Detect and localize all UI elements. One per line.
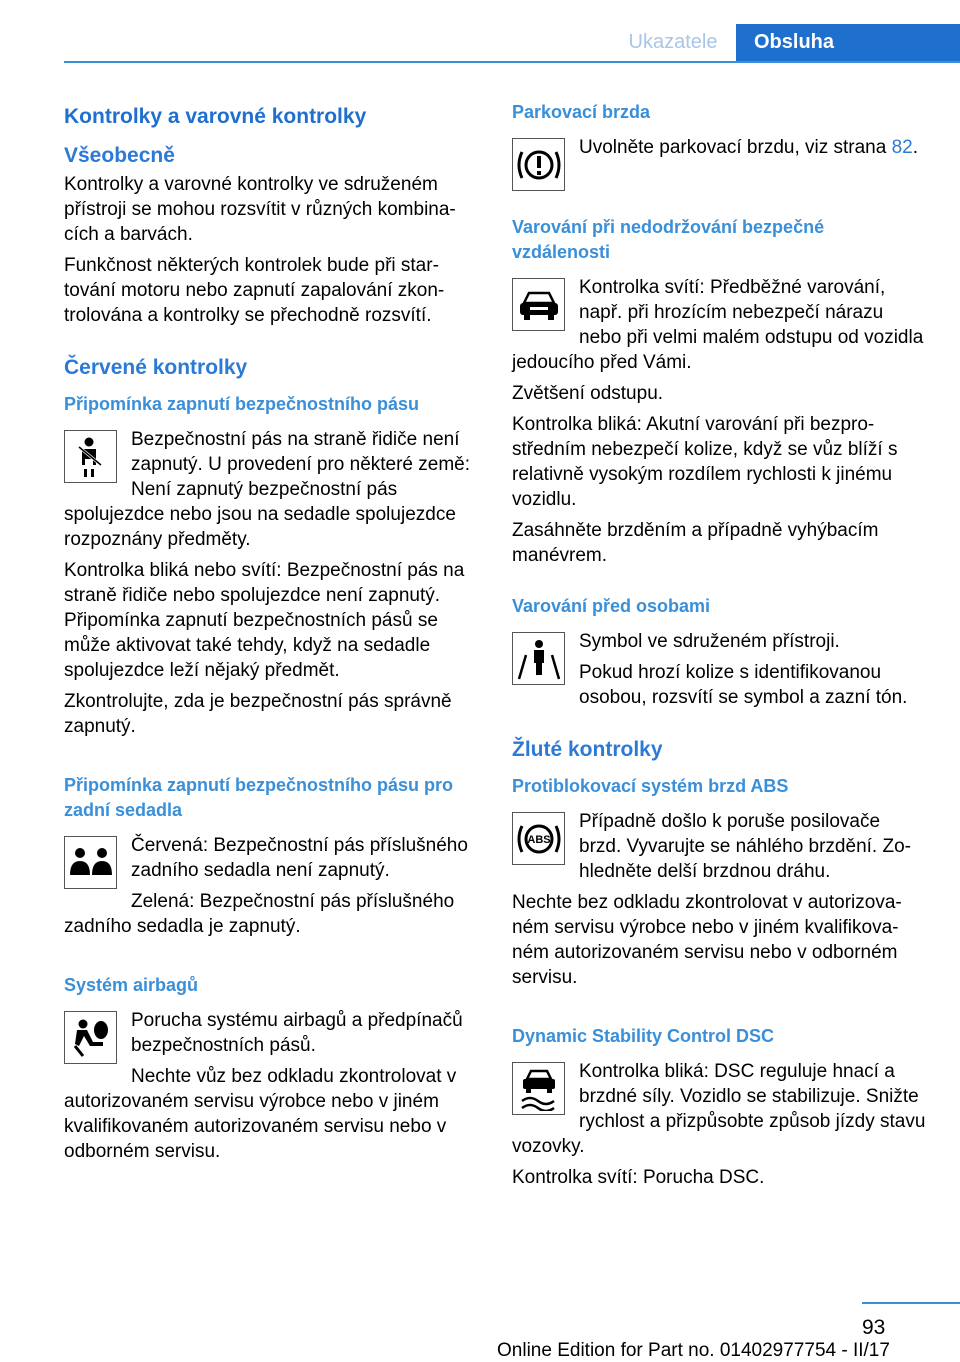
airbag-heading: Systém airbagů [64, 975, 199, 995]
section-general-heading: Všeobecně [64, 144, 175, 167]
footer-rule [862, 1302, 960, 1304]
header-rule [64, 61, 960, 63]
general-paragraph-2: Funkčnost některých kontrolek bude při startování motoru nebo zapnutí zapalování zkontrolována a kontrolky se přechodně rozsvítí. [64, 255, 445, 326]
distance-paragraph-3: Kontrolka bliká: Akutní varování při bezprostředním nebezpečí kolize, když se vůz blíží s relativně vysokým rozdílem rychlosti k jinému vozidlu. [512, 414, 898, 510]
rear-seatbelt-icon [64, 836, 117, 889]
section-yellow-heading: Žluté kontrolky [512, 738, 663, 761]
pedestrian-icon [512, 632, 565, 685]
parking-brake-icon [512, 138, 565, 191]
abs-heading: Protiblokovací systém brzd ABS [512, 776, 789, 796]
airbag-icon [64, 1011, 117, 1064]
persons-warning-heading: Varování před osobami [512, 596, 711, 616]
right-column [512, 100, 926, 1196]
distance-warning-heading: Varování při nedodržování bezpečné vzdálenosti [512, 217, 825, 262]
seatbelt-heading: Připomínka zapnutí bezpečnostního pásu [64, 394, 420, 414]
rear-seatbelt-heading: Připomínka zapnutí bezpečnostního pásu pro zadní sedadla [64, 775, 454, 820]
general-paragraph-1: Kontrolky a varovné kontrolky ve sdruženém přístroji se mohou rozsvítit v různých kombinacích a barvách. [64, 174, 456, 245]
edition-note: Online Edition for Part no. 01402977754 - II/17 [497, 1340, 890, 1361]
dsc-paragraph-2: Kontrolka svítí: Porucha DSC. [512, 1167, 765, 1188]
distance-paragraph-1: Kontrolka svítí: Předběžné varování, např. při hrozícím nebezpečí nárazu nebo při velmi malém odstupu od vozidla jedoucího před Vámi. [512, 277, 924, 373]
dsc-heading: Dynamic Stability Control DSC [512, 1026, 775, 1046]
tab-ukazatele[interactable]: Ukazatele [628, 31, 718, 53]
dsc-icon [512, 1062, 565, 1115]
tab-obsluha[interactable]: Obsluha [736, 24, 960, 61]
distance-paragraph-4: Zasáhněte brzděním a případně vyhýbacím manévrem. [512, 520, 879, 566]
airbag-paragraph-2: Nechte vůz bez odkladu zkontrolovat v autorizovaném servisu výrobce nebo v jiném kvalifikovaném autorizovaném servisu nebo v odborném servisu. [64, 1066, 457, 1162]
page-number: 93 [862, 1316, 886, 1339]
svg-text:ABS: ABS [526, 833, 551, 846]
seatbelt-paragraph-2: Kontrolka bliká nebo svítí: Bezpečnostní pás na straně řidiče nebo spolujezdce není zapnutý. Připomínka zapnutí bezpečnostních pásů se může aktivovat také tehdy, když na sedadle spolujezdce leží nějaký předmět. [64, 560, 465, 681]
seatbelt-paragraph-3: Zkontrolujte, zda je bezpečnostní pás správně zapnutý. [64, 691, 452, 737]
persons-paragraph-1: Symbol ve sdruženém přístroji. [579, 631, 840, 652]
rear-seatbelt-paragraph-1: Červená: Bezpečnostní pás příslušného zadního sedadla není zapnutý. [131, 835, 468, 881]
distance-paragraph-2: Zvětšení odstupu. [512, 383, 664, 404]
abs-paragraph-2: Nechte bez odkladu zkontrolovat v autorizovaném servisu výrobce nebo v jiném kvalifikovaném autorizovaném servisu nebo v odborném servisu. [512, 892, 902, 988]
abs-icon [512, 812, 565, 865]
left-column [64, 100, 482, 1170]
persons-paragraph-2: Pokud hrozí kolize s identifikovanou osobou, rozsvítí se symbol a zazní tón. [579, 662, 908, 708]
seatbelt-icon [64, 430, 117, 483]
page-link-82[interactable]: 82 [891, 137, 913, 158]
airbag-paragraph-1: Porucha systému airbagů a předpínačů bezpečnostních pásů. [131, 1010, 463, 1056]
distance-warning-icon [512, 278, 565, 331]
abs-paragraph-1: Případně došlo k poruše posilovače brzd. Vyvarujte se náhlého brzdění. Zohledněte delší brzdnou dráhu. [579, 811, 911, 882]
seatbelt-paragraph-1: Bezpečnostní pás na straně řidiče není zapnutý. U provedení pro některé země: Není zapnutý bezpečnostní pás spolujezdce nebo jsou na sedadle spolujezdce rozpoznány předměty. [64, 429, 471, 550]
parking-brake-paragraph: Uvolněte parkovací brzdu, viz strana 82. [579, 137, 919, 158]
parking-brake-heading: Parkovací brzda [512, 102, 651, 122]
rear-seatbelt-paragraph-2: Zelená: Bezpečnostní pás příslušného zadního sedadla je zapnutý. [64, 891, 455, 937]
section-red-heading: Červené kontrolky [64, 356, 248, 379]
dsc-paragraph-1: Kontrolka bliká: DSC reguluje hnací a brzdné síly. Vozidlo se stabilizuje. Snižte rychlost a přizpůsobte způsob jízdy stavu vozovky. [512, 1061, 926, 1157]
page-title: Kontrolky a varovné kontrolky [64, 105, 367, 128]
